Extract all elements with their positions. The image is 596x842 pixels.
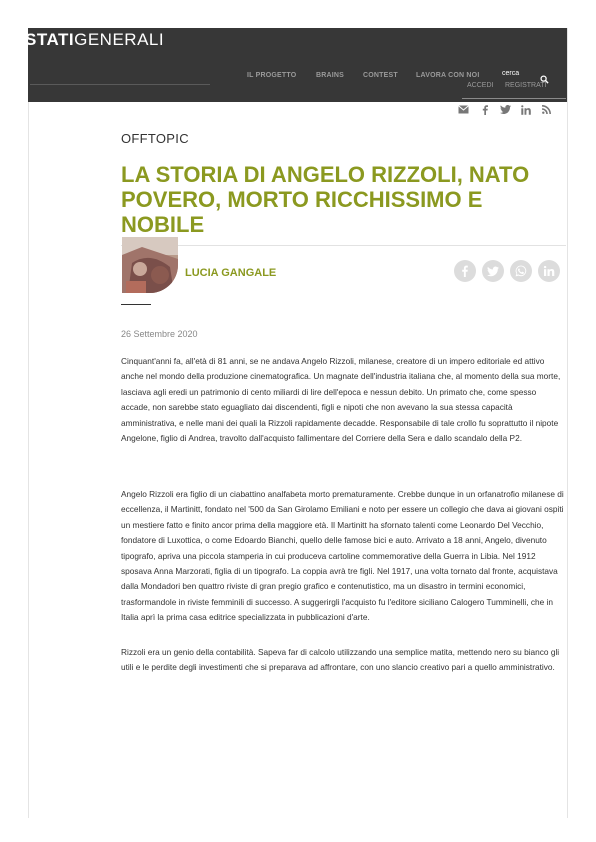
facebook-icon <box>459 265 471 277</box>
article-paragraph-1: Cinquant'anni fa, all'età di 81 anni, se ne andava Angelo Rizzoli, milanese, creatore di un impero editoriale ed attivo anche nel mondo della produzione cinematografica. Un magnate dell'industria italiana che, al momento della sua morte, lasciava agli eredi un patrimonio di cento miliardi di lire dell'epoca e nessun debito. Un primato che, come spesso accade, non sarebbe stato eguagliato dai discendenti, figli e nipoti che non avevano la sua stessa capacità amministrativa, e nelle mani dei quali la Rizzoli rapidamente decadde. Responsabile di tale crollo fu soprattutto il nipote Angelone, figlio di Andrea, travolto dall'acquisto fallimentare del Corriere della Sera e dallo scandalo della P2. <box>121 356 561 444</box>
nav-brains[interactable]: BRAINS <box>316 72 345 79</box>
article-paragraph-3: Rizzoli era un genio della contabilità. Sapeva far di calcolo utilizzando una semplice matita, mettendo nero su bianco gli utili e le perdite degli investimenti che si preparava ad affrontare, con uno slancio creativo pari a quello amministrativo. <box>121 647 560 673</box>
mail-icon[interactable] <box>458 105 469 114</box>
register-link[interactable]: REGISTRATI <box>505 82 547 89</box>
title-divider <box>121 245 566 246</box>
header-rule <box>462 98 566 99</box>
whatsapp-icon <box>515 265 527 277</box>
article-category[interactable]: OFFTOPIC <box>121 131 189 146</box>
author-avatar[interactable] <box>122 237 178 293</box>
share-linkedin[interactable] <box>538 260 560 282</box>
site-logo[interactable] <box>12 30 164 50</box>
article-date: 26 Settembre 2020 <box>121 329 198 339</box>
twitter-icon <box>487 265 499 277</box>
twitter-icon[interactable] <box>500 105 511 114</box>
nav-lavora-con-noi[interactable]: LAVORA CON NOI <box>416 72 480 79</box>
logo-rest: GENERALI <box>74 30 165 49</box>
article-paragraph-2: Angelo Rizzoli era figlio di un ciabattino analfabeta morto prematuramente. Crebbe dunque in un orfanatrofio milanese di eccellenza, il Martinitt, fondato nel '500 da San Girolamo Emiliani e noto per essere un collegio che dava ai giovani ospiti un mestiere fatto e finito ancor prima della maggiore età. Il Martinitt ha sfornato talenti come Leonardo Del Vecchio, fondatore di Luxottica, o come Edoardo Bianchi, quello delle famose bici e auto. Arrivato a 18 anni, Angelo, divenuto tipografo, apriva una piccola stamperia in cui produceva cartoline commemorative della Guerra in Libia. Nel 1912 sposava Anna Marzorati, figlia di un tipografo. La coppia avrà tre figli. Nel 1917, una volta tornato dal fronte, acquistava dalla Mondadori ben quattro riviste di gran pregio grafico e contenutistico, ma un disastro in termini economici, trasformandole in riviste femminili di successo. A suggerirgli l'acquisto fu l'editore siciliano Calogero Tumminelli, che in Italia aprì la prima casa editrice specializzata in pubblicazioni d'arte. <box>121 489 564 623</box>
linkedin-icon[interactable] <box>521 105 531 115</box>
logo-underline <box>30 84 210 85</box>
author-name[interactable]: LUCIA GANGALE <box>185 267 277 279</box>
share-twitter[interactable] <box>482 260 504 282</box>
facebook-icon[interactable] <box>482 105 488 115</box>
nav-contest[interactable]: CONTEST <box>363 72 398 79</box>
share-facebook[interactable] <box>454 260 476 282</box>
short-divider <box>121 304 151 305</box>
logo-prefix: gli <box>12 33 26 48</box>
logo-bold: STATI <box>25 30 75 49</box>
rss-icon[interactable] <box>542 105 551 114</box>
search-input[interactable]: cerca <box>502 70 520 77</box>
article-title: LA STORIA DI ANGELO RIZZOLI, NATO POVERO, MORTO RICCHISSIMO E NOBILE <box>121 162 530 237</box>
nav-il-progetto[interactable]: IL PROGETTO <box>247 72 297 79</box>
login-link[interactable]: ACCEDI <box>467 82 494 89</box>
linkedin-icon <box>543 265 555 277</box>
share-whatsapp[interactable] <box>510 260 532 282</box>
